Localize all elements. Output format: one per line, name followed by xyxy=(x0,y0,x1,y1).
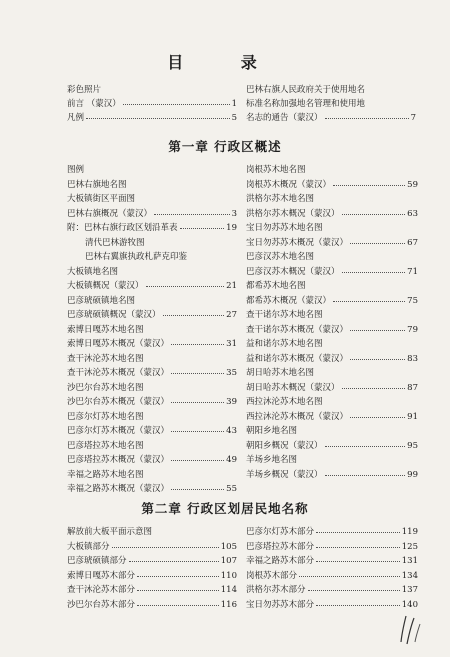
leader-dots xyxy=(146,286,225,287)
leader-dots xyxy=(137,576,219,577)
leader-dots xyxy=(350,330,405,331)
toc-entry xyxy=(67,223,237,234)
entry-text: 巴彦尔灯苏木地名图 xyxy=(67,411,144,422)
leader-dots xyxy=(342,214,406,215)
toc-entry xyxy=(246,281,418,292)
toc-entry xyxy=(67,339,237,350)
leader-dots xyxy=(171,373,224,374)
leader-dots xyxy=(154,214,230,215)
leader-dots xyxy=(171,344,224,345)
toc-entry xyxy=(67,455,237,466)
toc-entry xyxy=(246,223,418,234)
entry-page: 3 xyxy=(231,208,237,219)
entry-page: 1 xyxy=(231,99,237,109)
entry-text: 大板镇概况（蒙汉） xyxy=(67,281,144,291)
toc-entry xyxy=(246,165,418,176)
toc-entry xyxy=(67,180,237,191)
entry-text: 图例 xyxy=(67,165,85,175)
chapter-1-heading: 第一章 行政区概述 xyxy=(168,139,282,154)
entry-page: 21 xyxy=(226,281,237,291)
entry-page: 75 xyxy=(407,295,418,306)
entry-page: 59 xyxy=(407,179,418,190)
entry-text: 巴彦尔灯苏木概况（蒙汉） xyxy=(67,426,170,436)
entry-text: 都希苏木概况（蒙汉） xyxy=(246,295,332,306)
entry-text: 巴林右旗概况（蒙汉） xyxy=(67,208,153,219)
entry-text: 岗根苏木部分 xyxy=(246,570,298,581)
toc-entry xyxy=(67,99,237,110)
toc-entry xyxy=(67,484,237,495)
toc-entry xyxy=(67,85,237,96)
toc-entry xyxy=(67,165,237,176)
leader-dots xyxy=(123,104,230,105)
leader-dots xyxy=(342,388,406,389)
toc-entry xyxy=(67,397,237,408)
entry-text: 沙巴尔台苏木概况（蒙汉） xyxy=(67,397,170,407)
toc-entry xyxy=(246,571,418,582)
handwritten-mark xyxy=(395,612,423,648)
toc-entry xyxy=(246,194,418,205)
leader-dots xyxy=(163,315,225,316)
entry-text: 洪格尔苏木概况（蒙汉） xyxy=(246,208,340,219)
entry-text: 索博日嘎苏木部分 xyxy=(67,570,136,581)
entry-text: 巴彦琥硕镇地名图 xyxy=(67,295,136,306)
toc-entry xyxy=(246,455,418,466)
entry-page: 35 xyxy=(226,368,237,378)
entry-text: 幸福之路苏木部分 xyxy=(246,556,315,566)
leader-dots xyxy=(325,475,406,476)
entry-text: 沙巴尔台苏木地名图 xyxy=(67,382,144,393)
entry-text: 巴彦塔拉苏木部分 xyxy=(246,541,315,552)
leader-dots xyxy=(137,605,219,606)
toc-entry xyxy=(246,310,418,321)
toc-entry xyxy=(246,354,418,365)
toc-entry xyxy=(85,252,237,263)
toc-entry xyxy=(246,209,418,220)
entry-text: 清代巴林游牧图 xyxy=(85,237,145,248)
entry-text: 解放前大板平面示意图 xyxy=(67,527,153,537)
entry-text: 都希苏木地名图 xyxy=(246,281,306,291)
entry-text: 巴彦汉苏木地名图 xyxy=(246,252,315,262)
entry-text: 巴彦塔拉苏木概况（蒙汉） xyxy=(67,455,170,465)
toc-entry xyxy=(246,585,418,596)
entry-text: 巴彦尔灯苏木部分 xyxy=(246,527,315,537)
entry-text: 前言 （蒙汉） xyxy=(67,99,121,109)
entry-page: 87 xyxy=(407,382,418,393)
toc-entry xyxy=(67,585,237,596)
entry-text: 查干诺尔苏木地名图 xyxy=(246,310,323,320)
leader-dots xyxy=(86,118,230,119)
entry-text: 朝阳乡地名图 xyxy=(246,426,298,436)
entry-page: 7 xyxy=(410,113,416,123)
entry-text: 岗根苏木地名图 xyxy=(246,165,306,175)
toc-entry xyxy=(67,412,237,423)
entry-text: 羊场乡概况（蒙汉） xyxy=(246,469,323,480)
entry-text: 幸福之路苏木概况（蒙汉） xyxy=(67,484,170,494)
toc-entry xyxy=(246,238,418,249)
toc-entry xyxy=(67,368,237,379)
leader-dots xyxy=(350,359,405,360)
entry-page: 27 xyxy=(226,310,237,320)
toc-entry xyxy=(67,296,237,307)
toc-entry xyxy=(246,542,418,553)
entry-text: 大板镇部分 xyxy=(67,541,110,552)
entry-text: 巴彦塔拉苏木地名图 xyxy=(67,440,144,451)
entry-text: 幸福之路苏木地名图 xyxy=(67,469,144,480)
leader-dots xyxy=(299,576,400,577)
entry-text: 宝日勿苏苏木地名图 xyxy=(246,223,323,233)
toc-entry xyxy=(246,426,418,437)
entry-text: 西拉沐沦苏木地名图 xyxy=(246,397,323,407)
toc-entry xyxy=(246,296,418,307)
entry-text: 大板镇地名图 xyxy=(67,266,119,277)
leader-dots xyxy=(171,460,224,461)
toc-entry xyxy=(67,194,237,205)
toc-entry xyxy=(67,556,237,567)
toc-entry xyxy=(67,542,237,553)
leader-dots xyxy=(180,228,225,229)
leader-dots xyxy=(325,118,409,119)
toc-entry xyxy=(246,600,418,611)
toc-entry xyxy=(67,310,237,321)
entry-text: 朝阳乡概况（蒙汉） xyxy=(246,440,323,451)
leader-dots xyxy=(316,561,400,562)
entry-page: 140 xyxy=(401,599,418,610)
toc-entry xyxy=(246,180,418,191)
entry-page: 43 xyxy=(226,426,237,436)
notice-line: 巴林右旗人民政府关于使用地名 xyxy=(246,85,366,95)
leader-dots xyxy=(316,605,400,606)
entry-page: 83 xyxy=(407,353,418,364)
leader-dots xyxy=(333,301,405,302)
toc-entry xyxy=(246,470,418,481)
leader-dots xyxy=(171,402,224,403)
toc-entry xyxy=(67,426,237,437)
toc-entry xyxy=(67,600,237,611)
entry-page: 67 xyxy=(407,237,418,248)
leader-dots xyxy=(325,446,406,447)
entry-text: 凡例 xyxy=(67,113,85,123)
entry-text: 沙巴尔台苏木部分 xyxy=(67,599,136,610)
toc-entry xyxy=(246,252,418,263)
entry-text: 巴林右翼旗执政札萨克印鉴 xyxy=(85,252,188,262)
leader-dots xyxy=(171,489,224,490)
entry-text: 彩色照片 xyxy=(67,85,102,95)
entry-page: 19 xyxy=(226,223,237,233)
entry-page: 134 xyxy=(401,570,418,581)
entry-text: 大板镇街区平面图 xyxy=(67,194,136,204)
entry-page: 71 xyxy=(407,266,418,277)
notice-line: 标准名称加强地名管理和使用地 xyxy=(246,99,366,109)
toc-entry xyxy=(67,527,237,538)
entry-text: 查干沐沦苏木地名图 xyxy=(67,353,144,364)
toc-entry xyxy=(67,470,237,481)
toc-entry xyxy=(85,238,237,249)
entry-text: 索博日嘎苏木地名图 xyxy=(67,324,144,335)
toc-entry xyxy=(246,339,418,350)
entry-text: 查干沐沦苏木部分 xyxy=(67,585,136,595)
entry-page: 79 xyxy=(407,324,418,335)
entry-text: 索博日嘎苏木概况（蒙汉） xyxy=(67,339,170,349)
toc-entry xyxy=(246,397,418,408)
entry-page: 116 xyxy=(220,599,237,610)
toc-entry xyxy=(67,281,237,292)
toc-entry xyxy=(67,325,237,336)
entry-page: 125 xyxy=(401,541,418,552)
entry-text: 附：巴林右旗行政区划沿革表 xyxy=(67,223,178,233)
entry-text: 宝日勿苏苏木部分 xyxy=(246,599,315,610)
toc-entry xyxy=(246,368,418,379)
entry-page: 91 xyxy=(407,411,418,422)
entry-page: 55 xyxy=(226,484,237,494)
entry-text: 益和诺尔苏木地名图 xyxy=(246,339,323,349)
leader-dots xyxy=(112,547,219,548)
toc-entry xyxy=(67,441,237,452)
entry-text: 巴彦琥硕镇部分 xyxy=(67,556,127,566)
entry-page: 5 xyxy=(231,113,237,123)
chapter-2-heading: 第二章 行政区划居民地名称 xyxy=(141,501,309,516)
entry-text: 宝日勿苏苏木概况（蒙汉） xyxy=(246,237,349,248)
entry-text: 洪格尔苏木部分 xyxy=(246,585,306,595)
page-title: 目 录 xyxy=(167,53,283,72)
toc-entry xyxy=(246,113,416,124)
toc-entry xyxy=(67,383,237,394)
entry-page: 119 xyxy=(401,527,418,537)
entry-text: 洪格尔苏木地名图 xyxy=(246,194,315,204)
toc-entry xyxy=(246,383,418,394)
leader-dots xyxy=(316,547,400,548)
entry-text: 巴林右旗地名图 xyxy=(67,179,127,190)
entry-page: 95 xyxy=(407,440,418,451)
entry-page: 99 xyxy=(407,469,418,480)
entry-page: 31 xyxy=(226,339,237,349)
entry-page: 110 xyxy=(220,570,237,581)
toc-entry xyxy=(246,441,418,452)
entry-page: 39 xyxy=(226,397,237,407)
entry-page: 107 xyxy=(220,556,237,566)
entry-page: 63 xyxy=(407,208,418,219)
entry-page: 49 xyxy=(226,455,237,465)
leader-dots xyxy=(129,561,219,562)
entry-text: 益和诺尔苏木概况（蒙汉） xyxy=(246,353,349,364)
toc-entry xyxy=(67,267,237,278)
toc-entry xyxy=(67,113,237,124)
toc-entry xyxy=(246,556,418,567)
leader-dots xyxy=(333,185,405,186)
leader-dots xyxy=(171,431,224,432)
entry-text: 查干沐沦苏木概况（蒙汉） xyxy=(67,368,170,378)
entry-text: 胡日哈苏木地名图 xyxy=(246,368,315,378)
entry-page: 131 xyxy=(401,556,418,566)
leader-dots xyxy=(316,532,400,533)
entry-text: 巴彦汉苏木概况（蒙汉） xyxy=(246,266,340,277)
toc-entry xyxy=(246,527,418,538)
entry-text: 羊场乡地名图 xyxy=(246,455,298,465)
leader-dots xyxy=(342,272,406,273)
leader-dots xyxy=(350,417,405,418)
entry-text: 西拉沐沦苏木概况（蒙汉） xyxy=(246,411,349,422)
toc-entry xyxy=(246,267,418,278)
leader-dots xyxy=(350,243,405,244)
entry-text: 胡日哈苏木概况（蒙汉） xyxy=(246,382,340,393)
entry-text: 查干诺尔苏木概况（蒙汉） xyxy=(246,324,349,335)
toc-entry xyxy=(67,209,237,220)
entry-page: 137 xyxy=(401,585,418,595)
entry-page: 105 xyxy=(220,541,237,552)
toc-entry xyxy=(67,354,237,365)
entry-page: 114 xyxy=(220,585,237,595)
entry-text: 巴彦琥硕镇概况（蒙汉） xyxy=(67,310,161,320)
toc-entry xyxy=(67,571,237,582)
entry-text: 岗根苏木概况（蒙汉） xyxy=(246,179,332,190)
toc-entry xyxy=(246,412,418,423)
entry-text: 名志的通告（蒙汉） xyxy=(246,113,323,123)
leader-dots xyxy=(308,590,400,591)
leader-dots xyxy=(137,590,219,591)
toc-entry xyxy=(246,325,418,336)
